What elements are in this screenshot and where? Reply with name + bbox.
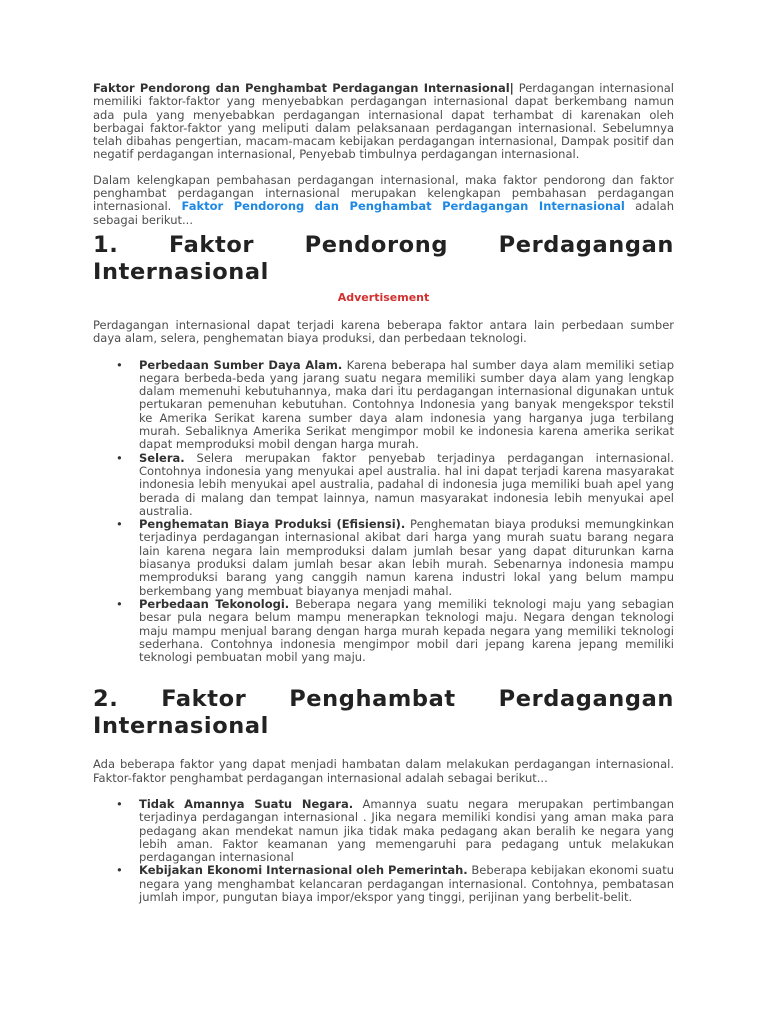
section1-heading-word: Pendorong (304, 231, 449, 258)
section1-heading-word: 1. (93, 231, 119, 258)
bullet-icon: • (116, 596, 123, 611)
intro2-paragraph (93, 174, 674, 227)
section2-heading-line2: Internasional (93, 713, 269, 740)
section1-paragraph: Perdagangan internasional dapat terjadi karena beberapa faktor antara lain perbedaan sumber daya alam, selera, penghematan biaya produksi, dan perbedaan teknologi. (93, 317, 674, 346)
section2-paragraph: Ada beberapa faktor yang dapat menjadi hambatan dalam melakukan perdagangan internasional. Faktor-faktor penghambat perdagangan internasional adalah sebagai berikut... (93, 757, 674, 785)
bullet-icon: • (116, 796, 123, 811)
list-item-title: Kebijakan Ekonomi Internasional oleh Pemerintah. (139, 863, 468, 878)
section2-heading-word: Faktor (161, 686, 247, 713)
list-item (93, 798, 674, 864)
list-item (93, 359, 674, 452)
bullet-icon: • (116, 517, 123, 532)
list-item (93, 598, 674, 664)
section2-heading-line1 (93, 686, 674, 713)
intro-bold-title: Faktor Pendorong dan Penghambat Perdagangan Internasional| (93, 81, 514, 95)
list-item-text: Penghematan biaya produksi memungkinkan terjadinya perdagangan internasional akibat dari harga yang murah suatu barang negara lain karena negara lain memproduksi dalam jumlah besar yang dapat diturunkan karna biasanya produksi dalam jumlah besar akan lebih murah. Sebenarnya indonesia mampu memproduksi barang yang canggih namun karena industri lokal yang belum mampu berkembang yang membuat biayanya menjadi mahal. (139, 517, 674, 598)
list-item-text: Karena beberapa hal sumber daya alam memiliki setiap negara berbeda-beda yang jarang suatu negara memiliki sumber daya alam yang lengkap dalam memenuhi kebutuhannya, maka dari itu perdagangan internasional digunakan untuk pertukaran pemenuhan kebutuhan. Contohnya Indonesia yang banyak mengekspor tekstil ke Amerika Serikat karena sumber daya alam indonesia yang harganya juga terbilang murah. Sebaliknya Amerika Serikat mengimpor mobil ke indonesia karena amerika serikat dapat memproduksi mobil dengan harga murah. (139, 357, 674, 452)
list-item-title: Penghematan Biaya Produksi (Efisiensi). (139, 517, 406, 532)
section1-heading-line1 (93, 232, 674, 259)
intro2-text-after: adalah sebagai berikut... (93, 199, 674, 227)
section2-heading (93, 686, 674, 740)
section2-list (93, 798, 674, 904)
list-item-text: Amannya suatu negara merupakan pertimbangan terjadinya perdagangan internasional . Jika negara memiliki kondisi yang aman maka para pedagang akan mendekat namun jika tidak maka pedagang akan beralih ke negara yang lebih aman. Faktor keamanan yang memengaruhi para pedagang untuk melakukan perdagangan internasional (139, 796, 674, 865)
section2-heading-word: Perdagangan (498, 686, 674, 713)
list-item (93, 864, 674, 904)
section1-heading-word: Faktor (168, 231, 255, 258)
list-item (93, 518, 674, 598)
bullet-icon: • (116, 357, 123, 372)
article-content (93, 82, 674, 904)
list-item-text: Selera merupakan faktor penyebab terjadinya perdagangan internasional. Contohnya indonesia yang menyukai apel australia. hal ini dapat terjadi karena masyarakat indonesia lebih menyukai apel australia, padahal di indonesia juga memiliki buah apel yang berada di malang dan tempat lainnya, namun masyarakat indonesia lebih menyukai apel australia. (139, 450, 674, 518)
bullet-icon: • (116, 450, 123, 465)
section1-heading-word: Perdagangan (498, 231, 674, 258)
list-item-title: Selera. (139, 450, 185, 465)
list-item-text: Beberapa kebijakan ekonomi suatu negara yang menghambat kelancaran perdagangan internasional. Contohnya, pembatasan jumlah impor, pungutan biaya impor/ekspor yang tinggi, perijinan yang berbelit-belit. (139, 863, 674, 905)
list-item-title: Tidak Amannya Suatu Negara. (139, 796, 354, 811)
article-link[interactable]: Faktor Pendorong dan Penghambat Perdagangan Internasional (181, 199, 625, 214)
intro2-text-before: Dalam kelengkapan pembahasan perdagangan internasional, maka faktor pendorong dan faktor penghambat perdagangan internasional merupakan kelengkapan pembahasan perdagangan internasional. (93, 172, 674, 214)
list-item (93, 452, 674, 518)
bullet-icon: • (116, 863, 123, 878)
list-item-text: Beberapa negara yang memiliki teknologi maju yang sebagian besar pula negara belum mampu menerapkan teknologi maju. Negara dengan teknologi maju mampu menjual barang dengan harga murah kepada negara yang memiliki teknologi sederhana. Contohnya indonesia mengimpor mobil dari jepang karena jepang memiliki teknologi pembuatan mobil yang maju. (139, 596, 675, 665)
intro-paragraph (93, 82, 674, 162)
section1-heading (93, 232, 674, 286)
advertisement-label: Advertisement (337, 290, 430, 304)
list-item-title: Perbedaan Sumber Daya Alam. (139, 357, 343, 372)
intro-text: Perdagangan internasional memiliki faktor-faktor yang menyebabkan perdagangan internasional dapat berkembang namun ada pula yang menyebabkan perdagangan internasional dapat terhambat di karenakan oleh berbagai faktor-faktor yang meliputi dalam pelaksanaan perdagangan internasional. Sebelumnya telah dibahas pengertian, macam-macam kebijakan perdagangan internasional, Dampak positif dan negatif perdagangan internasional, Penyebab timbulnya perdagangan internasional. (93, 81, 674, 162)
list-item-title: Perbedaan Tekonologi. (139, 596, 290, 611)
section1-heading-line2: Internasional (93, 258, 269, 285)
section1-list (93, 359, 674, 665)
section2-heading-word: 2. (93, 686, 119, 713)
section2-heading-word: Penghambat (289, 686, 456, 713)
